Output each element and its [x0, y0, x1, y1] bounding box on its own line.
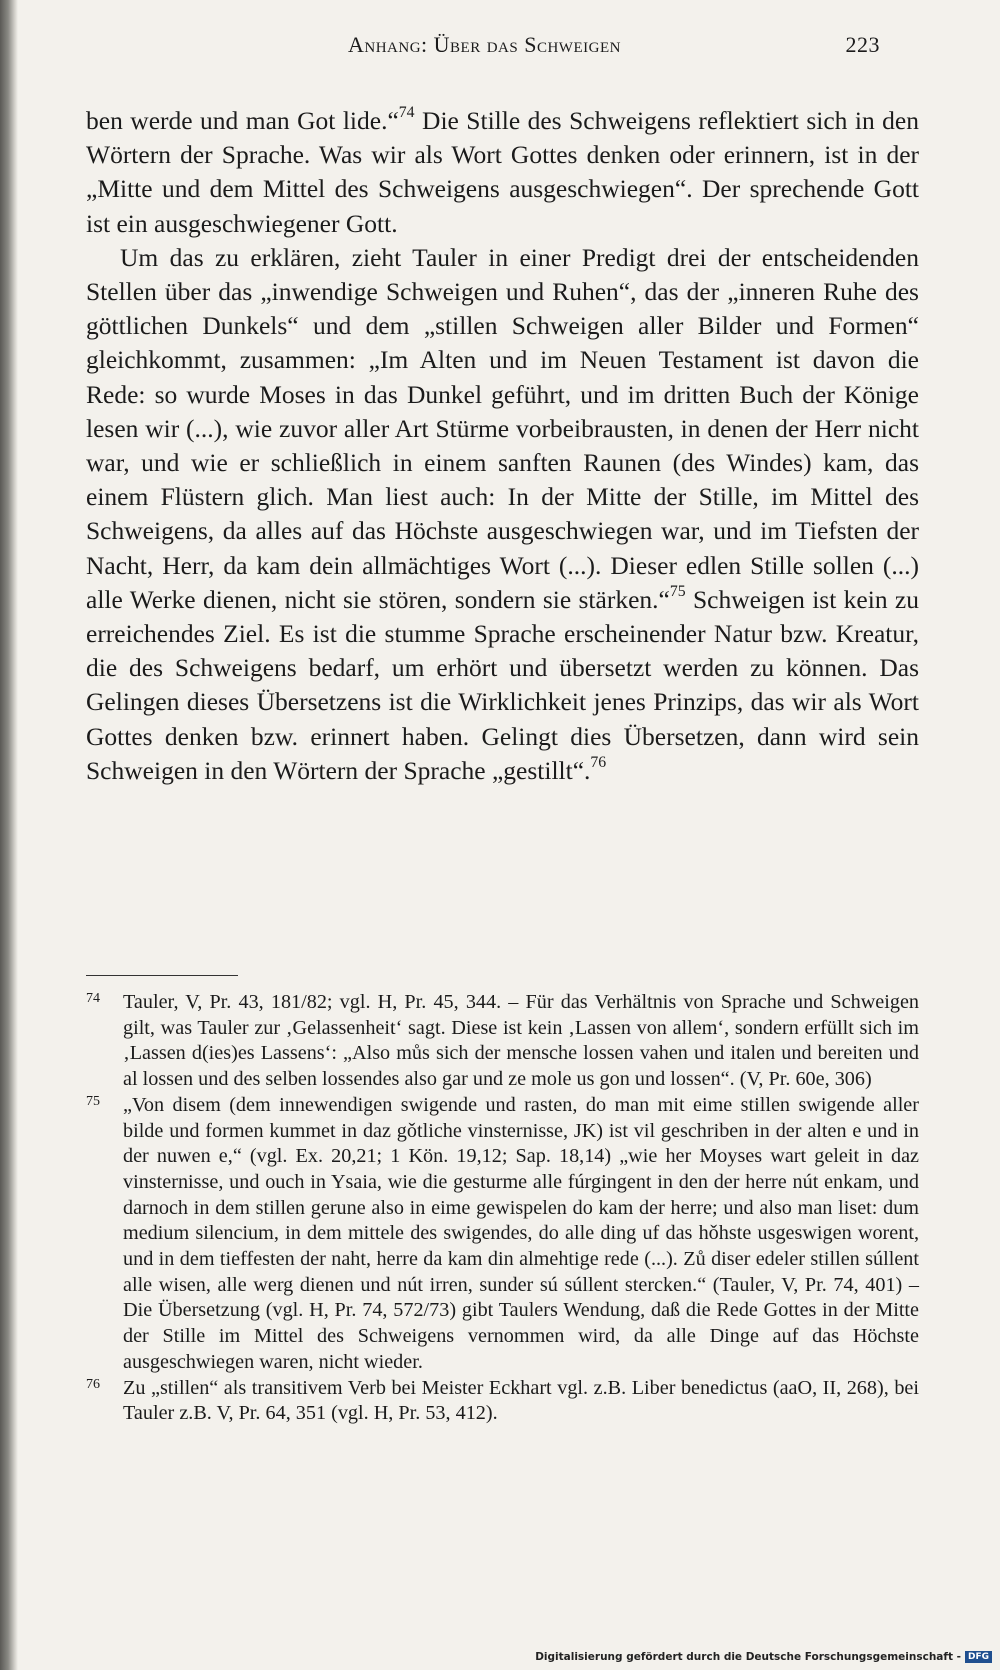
footnote-ref-74[interactable]: 74: [398, 104, 415, 122]
book-binding-shadow: [0, 0, 18, 1670]
paragraph-1-text-b: Die Stille des Schweigens reflektiert sich in den Wörtern der Sprache. Was wir als Wort Gottes denken oder erinnern, ist in der „Mitte und dem Mittel des Schweigens ausgeschwiegen“. Der sprechende Gott ist ein ausgeschwiegener Gott.: [86, 106, 919, 238]
footnote-number: 75: [86, 1093, 100, 1109]
running-title: Anhang: Über das Schweigen: [348, 32, 621, 57]
paragraph-1: [86, 104, 919, 241]
page-number: 223: [845, 32, 880, 57]
paragraph-2: [86, 241, 919, 788]
digitization-credit: [535, 1651, 992, 1663]
paragraph-2-text-a: Um das zu erklären, zieht Tauler in einer Predigt drei der entscheidenden Stellen über das „inwendige Schweigen und Ruhen“, das der „inneren Ruhe des göttlichen Dunkels“ und dem „stillen Schweigen aller Bilder und Formen“ gleichkommt, zusammen: „Im Alten und im Neuen Testament ist davon die Rede: so wurde Moses in das Dunkel geführt, und im dritten Buch der Könige lesen wir (...), wie zuvor aller Art Stürme vorbeibrausten, in denen der Herr nicht war, und wie er schließlich in einem sanften Raunen (des Windes) kam, das einem Flüstern glich. Man liest auch: In der Mitte der Stille, im Mittel des Schweigens, da alles auf das Höchste ausgeschwiegen war, und im Tiefsten der Nacht, Herr, da kam dein allmächtiges Wort (...). Dieser edlen Stille sollen (...) alle Werke dienen, nicht sie stören, sondern sie stärken.“: [86, 242, 919, 614]
running-header: [348, 32, 880, 62]
footnote-ref-75[interactable]: 75: [669, 583, 686, 600]
paragraph-1-text-a: ben werde und man Got lide.“: [86, 106, 399, 135]
footnote-text: Tauler, V, Pr. 43, 181/82; vgl. H, Pr. 45, 344. – Für das Verhältnis von Sprache und Schweigen gilt, was Tauler zur ‚Gelassenheit‘ sagt. Diese ist kein ‚Lassen von allem‘, sondern erfüllt sich im ‚Lassen d(ies)es Lassens‘: „Also můs sich der mensche lossen vahen und italen und bereiten und al lossen und des selben lossendes also gar und ze mole us gon und lossen“. (V, Pr. 60e, 306): [123, 991, 919, 1091]
paragraph-2-text-b: Schweigen ist kein zu erreichendes Ziel. Es ist die stumme Sprache erscheinender Natur bzw. Kreatur, die des Schweigens bedarf, um erhört und übersetzt werden zu können. Das Gelingen dieses Übersetzens ist die Wirklichkeit jenes Prinzips, das wir als Wort Gottes denken bzw. erinnert haben. Gelingt dies Übersetzen, dann wird sein Schweigen in den Wörtern der Sprache „gestillt“.: [86, 584, 919, 785]
footnote-76: [86, 1376, 919, 1427]
footnote-74: [86, 990, 919, 1093]
footnote-ref-76[interactable]: 76: [590, 754, 607, 772]
dfg-logo-icon: DFG: [965, 1651, 992, 1663]
footnote-75: [86, 1093, 919, 1376]
credit-text: Digitalisierung gefördert durch die Deutsche Forschungsgemeinschaft -: [535, 1651, 961, 1663]
footnote-text: Zu „stillen“ als transitivem Verb bei Meister Eckhart vgl. z.B. Liber benedictus (aaO, II, 268), bei Tauler z.B. V, Pr. 64, 351 (vgl. H, Pr. 53, 412).: [123, 1376, 919, 1425]
footnote-number: 76: [86, 1376, 100, 1392]
body-text: [86, 104, 919, 788]
footnotes: [86, 990, 919, 1427]
footnote-text: „Von disem (dem innewendigen swigende und rasten, do man mit eime stillen swigende aller bilde und formen kummet in daz gǒtliche vinsternisse, JK) ist vil geschriben in der alten e und in der nuwen e,“ (vgl. Ex. 20,21; 1 Kön. 19,12; Sap. 18,14) „wie her Moyses wart geleit in daz vinsternisse, und ouch in Ysaia, wie die gesturme alle fúrgingent in den der herre nút enkam, und darnoch in dem stillen gerune also in eime gewispelen do kam der herre; und also man liset: dum medium silencium, in dem mittele des swigendes, do alle ding uf das hǒhste usgeswigen worent, und in dem tieffesten der naht, herre da kam din almehtige rede (...). Zů diser edeler stillen súllent alle wisen, alle werg dienen und nút irren, sunder sú súllent stercken.“ (Tauler, V, Pr. 74, 401) – Die Übersetzung (vgl. H, Pr. 74, 572/73) gibt Taulers Wendung, daß die Rede Gottes in der Mitte der Stille im Mittel des Schweigens vernommen wird, da alle Dinge auf das Höchste ausgeschwiegen waren, nicht wieder.: [123, 1093, 919, 1373]
footnote-number: 74: [86, 991, 100, 1006]
footnote-separator: [86, 975, 238, 976]
